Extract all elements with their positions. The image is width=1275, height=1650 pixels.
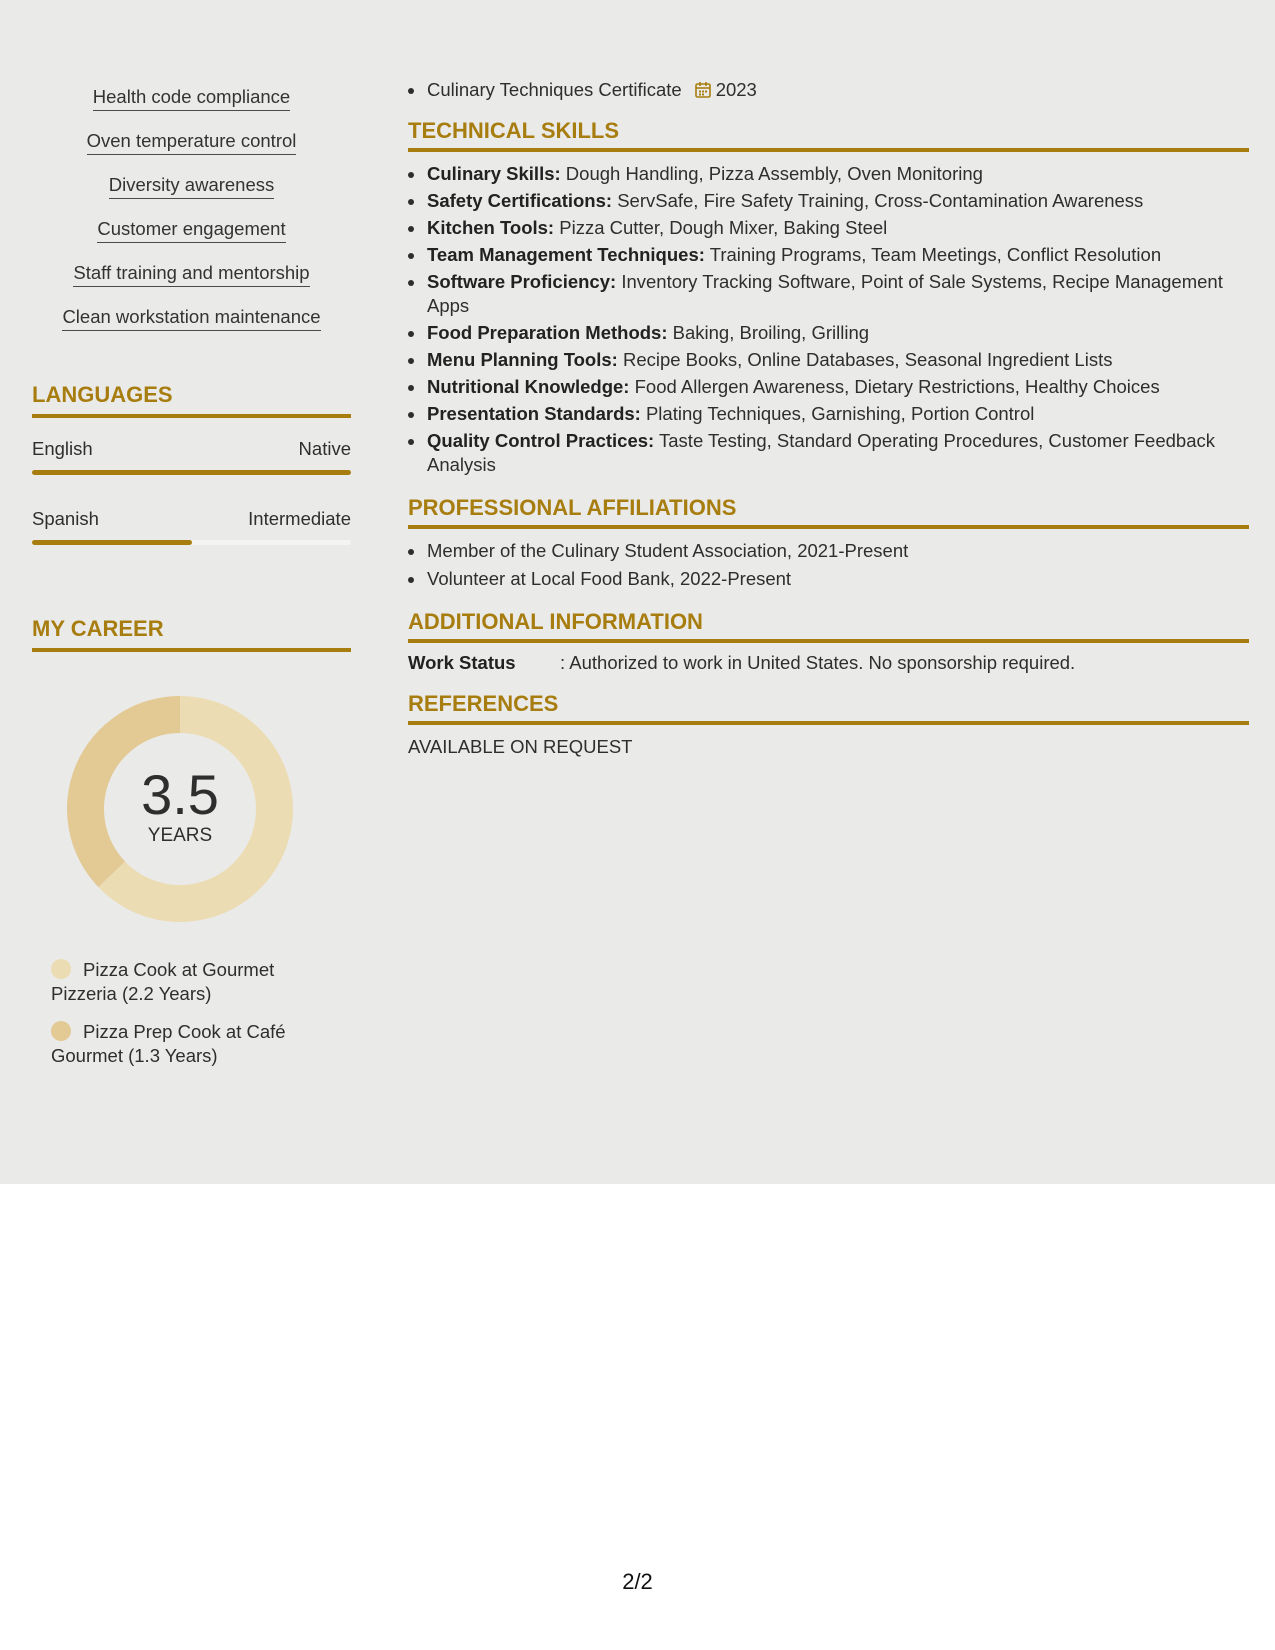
skill-values: Inventory Tracking Software, Point of Sale Systems, Recipe Management Apps	[427, 271, 1223, 316]
skill-tag: Customer engagement	[97, 218, 285, 243]
technical-skill-item	[408, 270, 1249, 318]
skill-category: Presentation Standards:	[427, 403, 641, 424]
left-column	[32, 86, 351, 1082]
technical-skills-section	[408, 118, 1249, 477]
skill-values: Dough Handling, Pizza Assembly, Oven Monitoring	[565, 163, 983, 184]
references-section	[408, 691, 1249, 759]
additional-info-heading: ADDITIONAL INFORMATION	[408, 609, 1249, 643]
skill-tag: Staff training and mentorship	[73, 262, 309, 287]
skill-values: Food Allergen Awareness, Dietary Restrictions, Healthy Choices	[634, 376, 1160, 397]
work-status-row	[408, 651, 1249, 675]
language-bar-fill	[32, 540, 192, 545]
language-item	[32, 508, 351, 545]
legend-dot-icon	[51, 959, 71, 979]
skill-values: Recipe Books, Online Databases, Seasonal Ingredient Lists	[622, 349, 1113, 370]
career-legend-item	[51, 1020, 311, 1068]
skill-values: ServSafe, Fire Safety Training, Cross-Contamination Awareness	[617, 190, 1144, 211]
references-heading: REFERENCES	[408, 691, 1249, 725]
skills-list	[32, 86, 351, 331]
skill-category: Safety Certifications:	[427, 190, 613, 211]
career-legend	[51, 958, 311, 1068]
skill-category: Team Management Techniques:	[427, 244, 705, 265]
language-bar-fill	[32, 470, 351, 475]
language-level: Intermediate	[248, 508, 351, 529]
language-name: English	[32, 438, 93, 459]
language-item	[32, 438, 351, 475]
affiliation-item: Member of the Culinary Student Association, 2021-Present	[408, 539, 1249, 563]
technical-skill-item	[408, 162, 1249, 186]
skill-tag: Clean workstation maintenance	[62, 306, 320, 331]
skill-category: Culinary Skills:	[427, 163, 561, 184]
calendar-icon	[694, 81, 712, 99]
skill-tag: Oven temperature control	[87, 130, 297, 155]
affiliations-heading: PROFESSIONAL AFFILIATIONS	[408, 495, 1249, 529]
skill-category: Menu Planning Tools:	[427, 349, 618, 370]
technical-skill-item	[408, 243, 1249, 267]
work-status-label: Work Status	[408, 652, 516, 673]
certificates-list	[408, 78, 1249, 102]
career-legend-label: Pizza Prep Cook at Café Gourmet (1.3 Years)	[51, 1021, 286, 1066]
skill-values: Taste Testing, Standard Operating Procedures, Customer Feedback Analysis	[427, 430, 1216, 475]
work-status-value: : Authorized to work in United States. No sponsorship required.	[560, 652, 1076, 673]
career-total-years: 3.5	[141, 763, 219, 826]
skill-category: Kitchen Tools:	[427, 217, 555, 238]
affiliation-item: Volunteer at Local Food Bank, 2022-Present	[408, 567, 1249, 591]
languages-heading: LANGUAGES	[32, 382, 351, 418]
affiliations-list	[408, 539, 1249, 591]
career-years-label: YEARS	[147, 825, 213, 846]
right-column	[408, 78, 1249, 759]
affiliations-section	[408, 495, 1249, 591]
language-level: Native	[298, 438, 351, 459]
technical-skill-item	[408, 189, 1249, 213]
skill-values: Plating Techniques, Garnishing, Portion Control	[645, 403, 1035, 424]
certificate-name: Culinary Techniques Certificate	[427, 79, 682, 100]
additional-info-section	[408, 609, 1249, 675]
skill-tag: Health code compliance	[93, 86, 290, 111]
certificate-year: 2023	[715, 79, 757, 100]
references-text: AVAILABLE ON REQUEST	[408, 736, 633, 757]
skill-category: Quality Control Practices:	[427, 430, 655, 451]
skill-values: Training Programs, Team Meetings, Conflict Resolution	[709, 244, 1162, 265]
technical-skill-item	[408, 429, 1249, 477]
technical-skill-item	[408, 216, 1249, 240]
language-bar	[32, 470, 351, 475]
technical-skill-item	[408, 375, 1249, 399]
technical-skill-item	[408, 321, 1249, 345]
career-legend-label: Pizza Cook at Gourmet Pizzeria (2.2 Years)	[51, 959, 275, 1004]
skill-tag: Diversity awareness	[109, 174, 275, 199]
certificate-item	[408, 78, 1249, 102]
skill-category: Food Preparation Methods:	[427, 322, 668, 343]
language-bar	[32, 540, 351, 545]
career-legend-item	[51, 958, 311, 1006]
technical-skill-item	[408, 402, 1249, 426]
languages-section	[32, 382, 351, 545]
language-name: Spanish	[32, 508, 99, 529]
skill-values: Baking, Broiling, Grilling	[672, 322, 870, 343]
skill-values: Pizza Cutter, Dough Mixer, Baking Steel	[559, 217, 888, 238]
career-donut-chart	[67, 696, 293, 922]
legend-dot-icon	[51, 1021, 71, 1041]
technical-skills-heading: TECHNICAL SKILLS	[408, 118, 1249, 152]
page-number: 2/2	[622, 1569, 653, 1594]
skill-category: Software Proficiency:	[427, 271, 617, 292]
skill-category: Nutritional Knowledge:	[427, 376, 630, 397]
technical-skills-list	[408, 162, 1249, 477]
career-section	[32, 616, 351, 1068]
technical-skill-item	[408, 348, 1249, 372]
career-heading: MY CAREER	[32, 616, 351, 652]
